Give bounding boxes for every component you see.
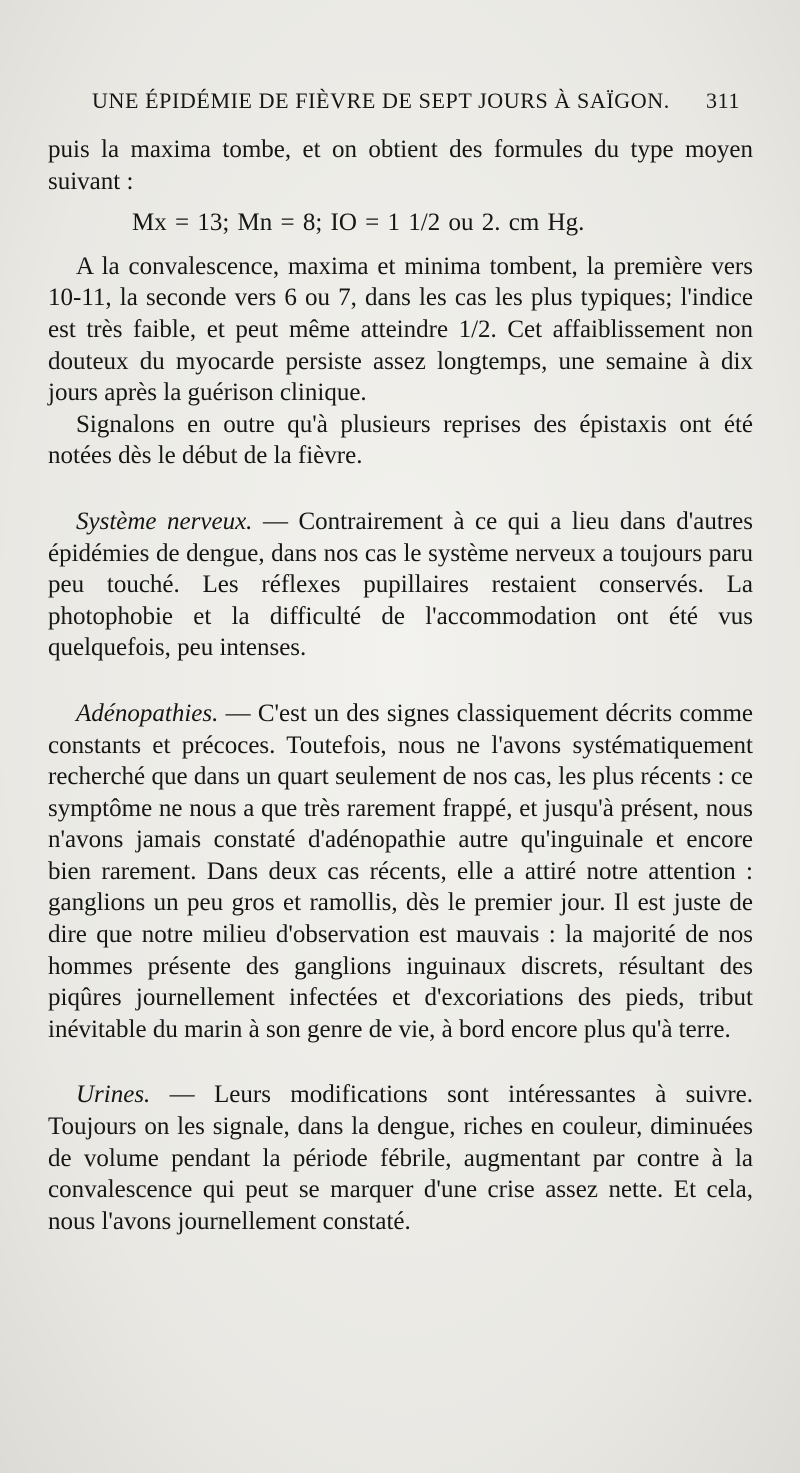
paragraph-continuation: puis la maxima tombe, et on obtient des formules du type moyen suivant : bbox=[48, 136, 753, 195]
paragraph-convalescence: A la convalescence, maxima et minima tombent, la première vers 10-11, la seconde vers 6 ou 7, dans les cas les plus typiques; l'indice est très faible, et peut même atteindre 1/2. Cet affaiblissement non douteux du myocarde persiste assez longtemps, une semaine à dix jours après la guérison clinique. bbox=[48, 252, 753, 407]
section-heading-nervous-system: Système nerveux. bbox=[76, 507, 253, 535]
running-header bbox=[92, 88, 740, 122]
running-title: UNE ÉPIDÉMIE DE FIÈVRE DE SEPT JOURS À SAÏGON. bbox=[92, 88, 670, 113]
section-text-nervous-system: — Contrairement à ce qui a lieu dans d'autres épidémies de dengue, dans nos cas le système nerveux a toujours paru peu touché. Les réflexes pupillaires restaient conservés. La photophobie et la difficulté de l'accommodation ont été vus quelquefois, peu intenses. bbox=[48, 507, 753, 662]
section-heading-adenopathies: Adénopathies. bbox=[76, 699, 219, 727]
body-text bbox=[48, 134, 753, 1237]
section-adenopathies bbox=[48, 698, 753, 1046]
page-number: 311 bbox=[706, 88, 740, 113]
section-text-adenopathies: — C'est un des signes classiquement décrits comme constants et précoces. Toutefois, nous ne l'avons systématiquement recherché que dans un quart seulement de nos cas, les plus récents : ce symptôme ne nous a que très rarement frappé, et jusqu'à présent, nous n'avons jamais constaté d'adénopathie autre qu'inguinale et encore bien rarement. Dans deux cas récents, elle a attiré notre attention : ganglions un peu gros et ramollis, dès le premier jour. Il est juste de dire que notre milieu d'observation est mauvais : la majorité de nos hommes présente des ganglions inguinaux discrets, résultant des piqûres journellement infectées et d'excoriations des pieds, tribut inévitable du marin à son genre de vie, à bord encore plus qu'à terre. bbox=[48, 699, 753, 1043]
paragraph-epistaxis: Signalons en outre qu'à plusieurs reprises des épistaxis ont été notées dès le début de la fièvre. bbox=[48, 410, 753, 470]
section-urines bbox=[48, 1079, 753, 1237]
section-text-urines: — Leurs modifications sont intéressantes à suivre. Toujours on les signale, dans la dengue, riches en couleur, diminuées de volume pendant la période fébrile, augmentant par contre à la convalescence qui peut se marquer d'une crise assez nette. Et cela, nous l'avons journellement constaté. bbox=[48, 1081, 753, 1235]
section-nervous-system bbox=[48, 506, 753, 664]
section-heading-urines: Urines. bbox=[76, 1081, 151, 1109]
blood-pressure-formula: Mx = 13; Mn = 8; IO = 1 1/2 ou 2. cm Hg. bbox=[132, 209, 585, 237]
